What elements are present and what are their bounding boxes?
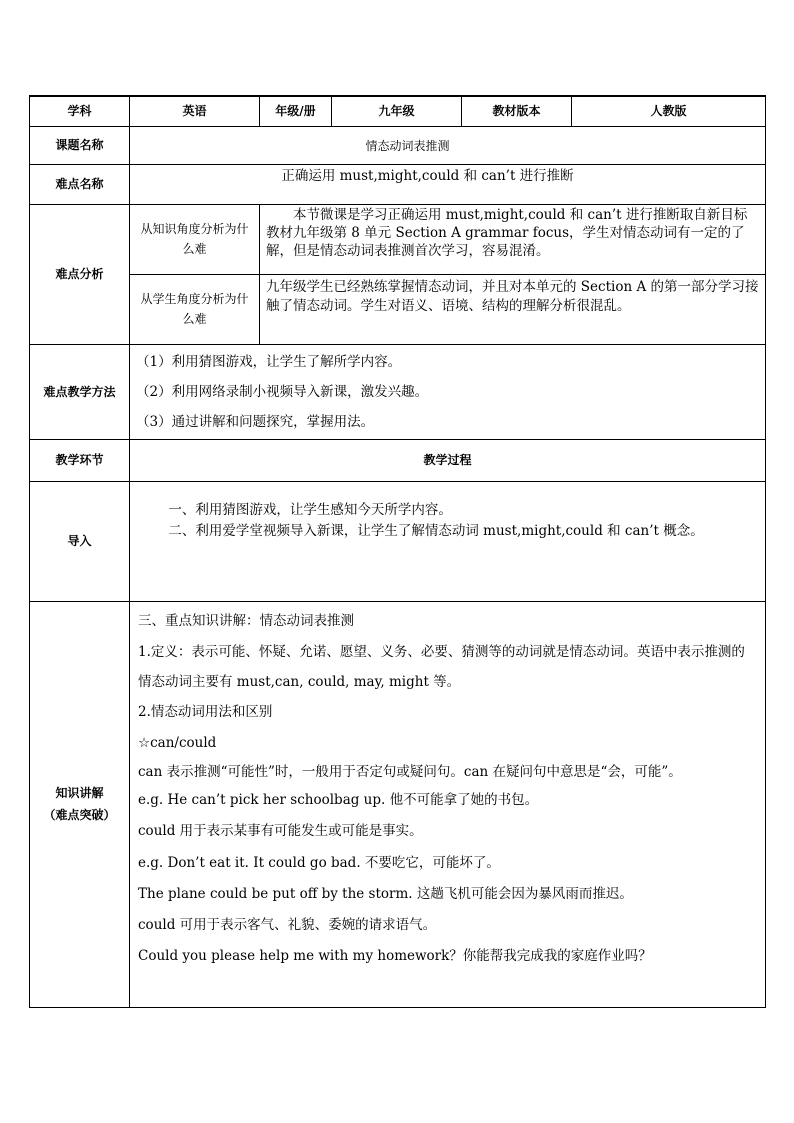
process-header-row [30, 439, 766, 481]
student-angle-label: 从学生角度分析为什么难 [130, 274, 260, 344]
lesson-plan-table [29, 95, 766, 1008]
subject-value: 英语 [130, 96, 260, 126]
topic-row [30, 126, 766, 164]
knowledge-line: ☆can/could [138, 734, 217, 751]
knowledge-row [30, 601, 766, 1007]
intro-line: 二、利用爱学堂视频导入新课，让学生了解情态动词 must,might,could 和 can’t 概念。 [168, 522, 704, 539]
knowledge-line: could 用于表示某事有可能发生或可能是事实。 [138, 823, 423, 840]
topic-label: 课题名称 [30, 126, 130, 164]
knowledge-line: can 表示推测“可能性”时，一般用于否定句或疑问句。can 在疑问句中意思是“会，可能”。 [138, 764, 682, 781]
lesson-plan-table-container [29, 95, 765, 1008]
method-item: （3）通过讲解和问题探究，掌握用法。 [136, 413, 375, 430]
process-stage-label: 教学环节 [30, 439, 130, 481]
methods-label: 难点教学方法 [30, 344, 130, 439]
difficulty-label: 难点名称 [30, 164, 130, 204]
analysis-label: 难点分析 [30, 204, 130, 344]
knowledge-line: could 可用于表示客气、礼貌、委婉的请求语气。 [138, 916, 437, 933]
knowledge-label-cell [30, 601, 130, 1007]
knowledge-line: The plane could be put off by the storm. 这趟飞机可能会因为暴风雨而推迟。 [138, 885, 633, 902]
knowledge-angle-label: 从知识角度分析为什么难 [130, 204, 260, 274]
intro-label: 导入 [30, 481, 130, 601]
analysis-knowledge-row [30, 204, 766, 274]
process-value-label: 教学过程 [130, 439, 766, 481]
grade-label: 年级/册 [260, 96, 332, 126]
difficulty-row [30, 164, 766, 204]
knowledge-line: e.g. Don’t eat it. It could go bad. 不要吃它，可能坏了。 [138, 854, 500, 871]
knowledge-line: 三、重点知识讲解：情态动词表推测 [138, 612, 354, 629]
knowledge-line: 1.定义：表示可能、怀疑、允诺、愿望、义务、必要、猜测等的动词就是情态动词。英语中表示推测的情态动词主要有 must,can, could, may, might 等。 [138, 643, 745, 690]
method-item: （1）利用猜图游戏，让学生了解所学内容。 [136, 353, 402, 370]
method-item: （2）利用网络录制小视频导入新课，激发兴趣。 [136, 383, 429, 400]
edition-label: 教材版本 [462, 96, 572, 126]
knowledge-line: 2.情态动词用法和区别 [138, 703, 273, 720]
intro-row [30, 481, 766, 601]
knowledge-line: Could you please help me with my homework？你能帮我完成我的家庭作业吗？ [138, 948, 652, 965]
intro-content [130, 481, 766, 601]
analysis-student-row [30, 274, 766, 344]
knowledge-content [130, 601, 766, 1007]
knowledge-label: 知识讲解 [55, 786, 104, 800]
edition-value: 人教版 [572, 96, 766, 126]
knowledge-line: e.g. He can’t pick her schoolbag up. 他不可能拿了她的书包。 [138, 792, 539, 809]
intro-line: 一、利用猜图游戏，让学生感知今天所学内容。 [168, 501, 452, 518]
methods-row [30, 344, 766, 439]
subject-label: 学科 [30, 96, 130, 126]
header-row [30, 96, 766, 126]
knowledge-label-sub: （难点突破） [43, 808, 116, 822]
knowledge-angle-text: 本节微课是学习正确运用 must,might,could 和 can’t 进行推断取自新目标教材九年级第 8 单元 Section A grammar focus，学生对情态动词有一定的了解，但是情态动词表推测首次学习，容易混淆。 [260, 204, 766, 274]
difficulty-value: 正确运用 must,might,could 和 can’t 进行推断 [130, 164, 766, 204]
topic-value: 情态动词表推测 [130, 126, 766, 164]
student-angle-text: 九年级学生已经熟练掌握情态动词，并且对本单元的 Section A 的第一部分学习接触了情态动词。学生对语义、语境、结构的理解分析很混乱。 [260, 274, 766, 344]
methods-list [130, 344, 766, 439]
grade-value: 九年级 [332, 96, 462, 126]
